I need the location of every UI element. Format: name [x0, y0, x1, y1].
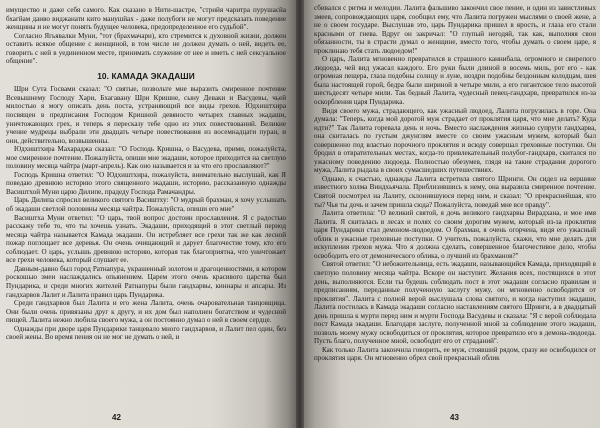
book-gutter [296, 0, 304, 428]
paragraph: Давным-давно был город Ратнапура, украшенный золотом и драгоценностями, в котором роскошью змеи наслаждались опьянением. Царем этого очень красивого царства был Пундарика, и среди многих жителей Ратнапуры были гандхарвы, киннары и апсары. Из гандхарвов Лалит и Лалита правил царь Пундарика. [6, 264, 286, 299]
paragraph: Лалита ответила: "О великий святой, я дочь великого гандхарвы Вирадхана, и мое имя Лалита. Я скиталась в лесах и полях со своим дорогим мужем, который из-за проклятия царя Пундарики стал демоном-людоедом. О брахман, я очень огорчена, видя его ужасный облик и ужасные греховные поступки. О учитель, пожалуйста, скажи, что мне делать для искупления грехов мужа. Что я должна сделать, совершенное благочестивое дело, чтобы освободить его от демонического облика, о лучший из брахманов?" [314, 209, 596, 260]
paragraph: Однако, к счастью, однажды Лалита встретила святого Шринги. Он сидел на вершине известного холма Виндхьячала. Приблизившись к нему, она выразила смиренное почтение. Святой посмотрел на Лалиту, склонившуюся перед ним, и сказал: "О прекраснейшая, кто ты? Чья ты дочь и зачем пришла сюда? Пожалуйста, поведай мне все правду". [314, 174, 596, 209]
paragraph: Царь Дилипа спросил великого святого Васиштху: "О мудрый брахман, я хочу услышать об экадаши светлой половины месяца чайтра. Пожалуйста, опиши его мне" [6, 196, 286, 214]
paragraph: Господь Кришна ответил: "О Юдхиштхира, пожалуйста, внимательно выслушай, как Я поведаю древнюю историю этого священного экадаши, историю, рассказанную однажды Васиштхой Муни царю Дилипе, прадеду Господа Рамачандры. [6, 170, 286, 196]
paragraph: Святой ответил: "О небожительница, есть экадаши, называющийся Камада, приходящий в светлую половину месяца чайтра. Вскоре он наступит. Желания всех, постящихся в этот день, выполняются. Если ты будешь соблюдать пост в этот экадаши согласно правилам и предписаниям, переданные полученную заслугу мужу, он мгновенно освободится от проклятия". Лалита с полной верой выслушала слова святого, и когда наступил экадаши, Лалита постилась в Камада экадаши согласно наставлениям святого Шринги, а в двадцатый день пришла к мурти перед ним и мурти Господа Васудевы и сказала: "Я с верой соблюдала пост Камада экадаши. Благодаря заслуге, полученной мной за соблюдение этого экадаши, позволь моему мужу освободиться от проклятия, которое превратило его в демона-людоеда. Пусть благо, полученное мной, освободит его от страданий". [314, 260, 596, 346]
left-page-text [6, 6, 286, 342]
paragraph: О царь, Лалита мгновенно превратился в страшного каннибала, огромного и свирепого людоеда, чей вид ужасал каждого. Его руки были длиной в восемь миль, рот его - как огромная пещера, глаза подобны солнцу и луне, ноздри подобны бездонным колодцам, шея была настоящей горой, бедра были шириной в четыре мили, а его гигантское тело высотой шестьдесят четыре мили. Так бедный Лалита, чудесный певец-гандхарв, превратился из-за оскорбления царя Пундарика. [314, 55, 596, 107]
paragraph: Васиштха Муни ответил: "О царь, твой вопрос достоин прославления. Я с радостью расскажу тебе то, что ты хочешь узнать. Экадаши, приходящий в этот светлый период месяца чайтра называется Камада экадаши. Он истребляет все грехи так же как лесной пожар поглощает все деревья. Он очень очищающий и дарует благочестие тому, кто его соблюдает. О царь, услышь древнюю историю, которая так благоприятна, что уничтожает все грехи человека, который слушает ее. [6, 213, 286, 265]
page-number-right: 43 [450, 413, 459, 422]
right-page [300, 0, 600, 428]
right-page-text [314, 4, 596, 363]
paragraph: сбивался с ритма и мелодии. Лалита фальшиво закончил свое пение, и один из завистливых змеев, сопровождающих царя, сообщил ему, что Лалита погружен мыслями о своей жене, а не о своем государе. Выслушав это, царь Пундарика пришел в ярость, и глаза его стали красными от гнева. Вдруг он закричал: "О глупый негодяй, так как, выполняя свои обязанности, ты в страсти думал о женщине, вместо того, чтобы думать о своем царе, я проклинаю тебя стать людоедом!" [314, 4, 596, 55]
paragraph: Однажды при дворе царя Пундарики танцевало много гандхарвов, и Лалит пел один, без своей жены. Во время пения он не мог не думать о ней, и [6, 324, 286, 342]
paragraph: имущество и даже себя самого. Как сказано в Нити-шастре, "стрийя чаритра пурушасйа бхагйам даиво виджанати кито манушйах - даже полубоги не могут предсказать поведение женщины и не могут понять будущее человека, предопределенное его судьбой". [6, 6, 286, 32]
paragraph: Согласно Ягьявалки Муни, "тот (брахмачари), кто стремится к духовной жизни, должен оставить всякое общение с женщиной, в том числе не должен думать о ней, видеть ее, говорить с ней в уединенном месте, принимать служение от нее и иметь с ней сексуальное общение". [6, 31, 286, 66]
chapter-title: 10. КАМАДА ЭКАДАШИ [97, 70, 195, 81]
page-number-left: 42 [112, 413, 121, 422]
paragraph: Юдхиштхира Махараджа сказал: "О Господь Кришна, о Васудева, прими, пожалуйста, мое смиренное почтение. Пожалуйста, опиши мне экадаши, которое приходится на светлую половину месяца чайтра (март-апрель). Как оно называется и за что его прославляют?" [6, 145, 286, 171]
paragraph: Как только Лалита закончила говорить, ее муж, стоявший рядом, сразу же освободился от проклятия царя. Он мгновенно обрел свой прекрасный облик [314, 345, 596, 363]
paragraph: Среди гандхарвов был Лалита и его жена Лалита, очень очаровательная танцовщица. Они были очень привязаны друг к другу, и их дом был наполнен богатством и чудесной пищей. Лалита нежно любила своего мужа, а он постоянно думал о ней в своем сердце. [6, 299, 286, 325]
paragraph: Шри Сута Госвами сказал: "О святые, позвольте мне выразить смиренное почтение Всевышнему Господу Хари, Бхагавану Шри Кришне, сыну Деваки и Васудевы, чьей милостью я могу описать день поста, устраняющий все виды грехов. Юдхиштхира посвящен в предписания Господом Кришной девяносто четырех главных экадаши, уничтожающих грех, и теперь я пересказу тебе одно из этих повествований. Великие учение мудрецы выбрали эти двадцать четыре повествования из восемнадцати пуран, и они, действительно, возвышенны. [6, 85, 286, 145]
paragraph: Видя своего мужа, страдающего, как ужасный людоед, Лалита погрузилась в горе. Она думала: "Теперь, когда мой дорогой муж страдает от проклятия царя, что мне делать? Куда идти?" Так Лалита горевала день и ночь. Вместо наслаждения жизнью супруги гандхарва, она скиталась по густым джунглям вместе со своим ужасным мужем, который был совершенно под властью порочного проклятия и всюду совершал греховные поступки. Он бродил в отвратительных местах, когда-то привлекательный полубог-гандхарв, скитался по ужасному поведению людоеда. Полностью обезумев, глядя на такие страдания дорогого мужа, Лалита рыдала в своих сумасшедших путешествиях. [314, 106, 596, 175]
